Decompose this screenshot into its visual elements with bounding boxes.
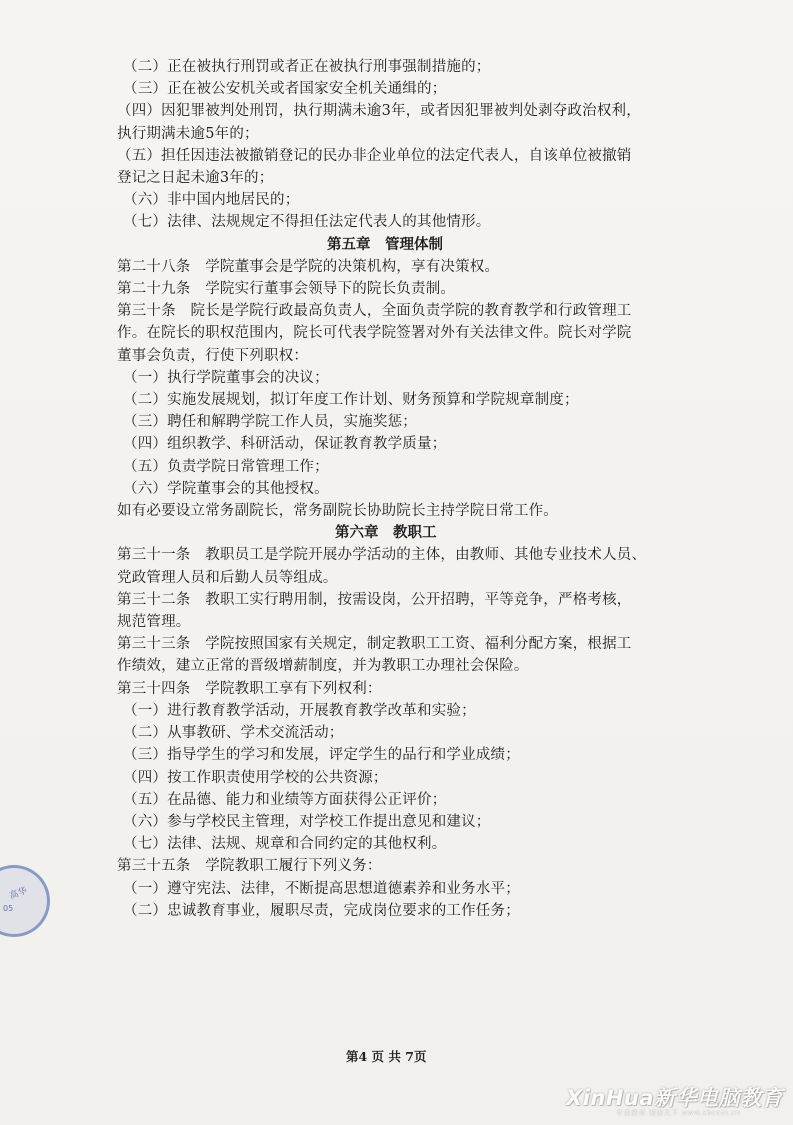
article-line: （三）聘任和解聘学院工作人员，实施奖惩；: [123, 414, 417, 431]
article-line: 第三十二条 教职工实行聘用制，按需设岗，公开招聘，平等竞争，严格考核，: [117, 591, 632, 608]
clause-item: 执行期满未逾5年的；: [117, 125, 259, 142]
article-line: 规范管理。: [117, 614, 191, 631]
clause-item: （七）法律、法规规定不得担任法定代表人的其他情形。: [123, 214, 491, 231]
seal-text: 高华: [8, 886, 29, 902]
article-line: （一）执行学院董事会的决议；: [123, 369, 329, 386]
clause-item: （四）因犯罪被判处刑罚，执行期满未逾3年，或者因犯罪被判处剥夺政治权利，: [117, 103, 641, 120]
article-line: （一）遵守宪法、法律，不断提高思想道德素养和业务水平；: [123, 880, 520, 897]
article-line: （七）法律、法规、规章和合同约定的其他权利。: [123, 836, 447, 853]
article-line: （三）指导学生的学习和发展，评定学生的品行和学业成绩；: [123, 747, 520, 764]
article-line: （二）忠诚教育事业，履职尽责，完成岗位要求的工作任务；: [123, 902, 520, 919]
article-line: （六）参与学校民主管理，对学校工作提出意见和建议；: [123, 813, 491, 830]
article-line: 第三十五条 学院教职工履行下列义务：: [117, 858, 382, 875]
article-line: 第二十九条 学院实行董事会领导下的院长负责制。: [117, 281, 456, 298]
article-line: 作绩效，建立正常的晋级增薪制度，并为教职工办理社会保险。: [117, 658, 529, 675]
chapter-heading: 第六章 教职工: [335, 524, 437, 542]
clause-item: （六）非中国内地居民的；: [123, 192, 300, 209]
article-line: 第三十三条 学院按照国家有关规定，制定教职工工资、福利分配方案，根据工: [117, 636, 632, 653]
article-line: （六）学院董事会的其他授权。: [123, 480, 329, 497]
seal-number: 05: [3, 904, 14, 913]
watermark-logo: XinHua新华电脑教育: [566, 1086, 784, 1110]
article-line: 董事会负责，行使下列职权：: [117, 347, 309, 364]
watermark-tagline: 专业教育 诚信天下 www.xhcom.cn: [616, 1109, 741, 1117]
clause-item: （二）正在被执行刑罚或者正在被执行刑事强制措施的；: [123, 59, 491, 75]
article-line: （五）在品德、能力和业绩等方面获得公正评价；: [123, 791, 447, 808]
article-line: 第二十八条 学院董事会是学院的决策机构，享有决策权。: [117, 258, 500, 275]
page-number: 第4 页 共 7页: [346, 1049, 427, 1064]
article-line: （二）实施发展规划，拟订年度工作计划、财务预算和学院规章制度；: [123, 392, 579, 409]
article-line: （五）负责学院日常管理工作；: [123, 458, 329, 475]
article-line: 党政管理人员和后勤人员等组成。: [117, 569, 338, 586]
article-line: 第三十条 院长是学院行政最高负责人，全面负责学院的教育教学和行政管理工: [117, 303, 632, 320]
article-line: 第三十一条 教职员工是学院开展办学活动的主体，由教师、其他专业技术人员、: [117, 547, 647, 564]
article-line: 如有必要设立常务副院长，常务副院长协助院长主持学院日常工作。: [117, 503, 558, 520]
article-line: （四）组织教学、科研活动，保证教育教学质量；: [123, 436, 447, 453]
article-line: （二）从事教研、学术交流活动；: [123, 725, 344, 742]
article-line: （一）进行教育教学活动，开展教育教学改革和实验；: [123, 702, 476, 719]
article-line: （四）按工作职责使用学校的公共资源；: [123, 769, 388, 786]
official-seal: [0, 865, 50, 937]
article-line: 第三十四条 学院教职工享有下列权利：: [117, 680, 382, 697]
clause-item: （三）正在被公安机关或者国家安全机关通缉的；: [123, 81, 447, 98]
document-body: [117, 56, 673, 922]
clause-item: 登记之日起未逾3年的；: [117, 170, 274, 187]
article-line: 作。在院长的职权范围内，院长可代表学院签署对外有关法律文件。院长对学院: [117, 325, 632, 342]
clause-item: （五）担任因违法被撤销登记的民办非企业单位的法定代表人，自该单位被撤销: [117, 147, 632, 164]
chapter-heading: 第五章 管理体制: [327, 235, 443, 253]
